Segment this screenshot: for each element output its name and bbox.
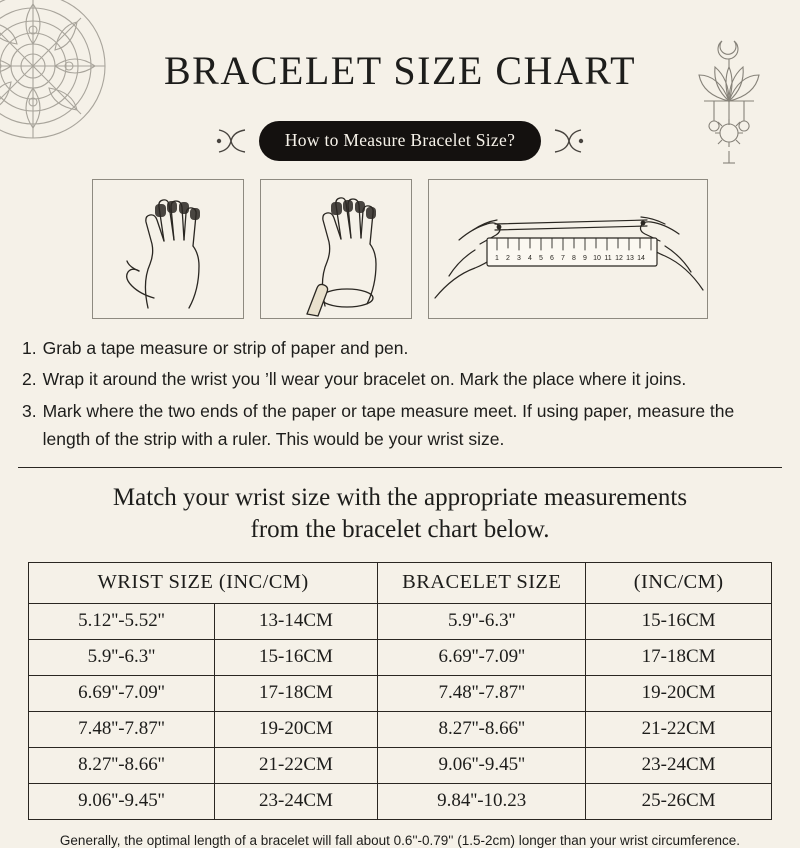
- illustration-wrist-wrapped-strip: [260, 179, 412, 319]
- header-bracelet-units: (INC/CM): [586, 563, 772, 604]
- svg-text:8: 8: [572, 254, 576, 262]
- table-row: [29, 784, 772, 820]
- cell-bracelet-cm: 19-20CM: [586, 676, 772, 712]
- cell-wrist-inch: 6.69''-7.09'': [29, 676, 215, 712]
- step-text: Mark where the two ends of the paper or tape measure meet. If using paper, measure the length of the strip with a ruler. This would be your wrist size.: [42, 400, 735, 449]
- cell-wrist-cm: 13-14CM: [214, 604, 377, 640]
- bracelet-size-table: [28, 562, 772, 820]
- subtitle-row: [0, 121, 800, 161]
- header-bracelet-size: BRACELET SIZE: [378, 563, 586, 604]
- illustration-strip-with-ruler: [428, 179, 708, 319]
- svg-text:1: 1: [495, 254, 499, 262]
- svg-text:5: 5: [539, 254, 543, 262]
- table-header-row: [29, 563, 772, 604]
- svg-text:10: 10: [593, 254, 601, 262]
- cell-wrist-cm: 19-20CM: [214, 712, 377, 748]
- cell-bracelet-inch: 8.27''-8.66'': [378, 712, 586, 748]
- cell-wrist-inch: 5.9''-6.3'': [29, 640, 215, 676]
- cell-wrist-inch: 8.27''-8.66'': [29, 748, 215, 784]
- svg-text:11: 11: [604, 254, 612, 262]
- cell-wrist-cm: 21-22CM: [214, 748, 377, 784]
- table-row: [29, 712, 772, 748]
- table-row: [29, 604, 772, 640]
- table-row: [29, 676, 772, 712]
- svg-text:7: 7: [561, 254, 565, 262]
- cell-wrist-cm: 15-16CM: [214, 640, 377, 676]
- svg-text:12: 12: [615, 254, 623, 262]
- flourish-right-icon: [551, 126, 585, 156]
- svg-text:13: 13: [626, 254, 634, 262]
- cell-bracelet-cm: 17-18CM: [586, 640, 772, 676]
- illustration-hand-with-tape: [92, 179, 244, 319]
- svg-text:2: 2: [506, 254, 510, 262]
- cell-bracelet-cm: 23-24CM: [586, 748, 772, 784]
- size-table-wrap: [28, 562, 772, 820]
- cell-bracelet-inch: 6.69''-7.09'': [378, 640, 586, 676]
- match-heading-line-1: Match your wrist size with the appropriate measurements: [112, 484, 688, 512]
- svg-text:4: 4: [528, 254, 532, 262]
- cell-bracelet-inch: 5.9''-6.3'': [378, 604, 586, 640]
- cell-wrist-inch: 7.48''-7.87'': [29, 712, 215, 748]
- cell-wrist-cm: 17-18CM: [214, 676, 377, 712]
- table-head: [29, 563, 772, 604]
- step-number: 1.: [22, 337, 37, 358]
- header-wrist-size: WRIST SIZE (INC/CM): [29, 563, 378, 604]
- step-number: 3.: [22, 400, 37, 421]
- list-item: [22, 335, 778, 363]
- table-row: [29, 640, 772, 676]
- cell-wrist-inch: 9.06''-9.45'': [29, 784, 215, 820]
- cell-bracelet-cm: 21-22CM: [586, 712, 772, 748]
- page-title: BRACELET SIZE CHART: [163, 47, 637, 93]
- cell-bracelet-inch: 9.06''-9.45'': [378, 748, 586, 784]
- flourish-left-icon: [215, 126, 249, 156]
- cell-wrist-inch: 5.12''-5.52'': [29, 604, 215, 640]
- svg-text:6: 6: [550, 254, 554, 262]
- section-divider: [18, 467, 782, 468]
- illustration-row: [0, 179, 800, 319]
- measure-steps-list: [22, 335, 778, 454]
- step-text: Grab a tape measure or strip of paper and pen.: [42, 337, 409, 358]
- list-item: [22, 366, 778, 394]
- cell-wrist-cm: 23-24CM: [214, 784, 377, 820]
- cell-bracelet-inch: 9.84''-10.23: [378, 784, 586, 820]
- cell-bracelet-cm: 25-26CM: [586, 784, 772, 820]
- table-body: [29, 604, 772, 820]
- footnote: Generally, the optimal length of a bracelet will fall about 0.6''-0.79'' (1.5-2cm) longer than your wrist circumference.: [59, 833, 741, 848]
- subtitle-pill: How to Measure Bracelet Size?: [259, 121, 541, 161]
- svg-text:14: 14: [637, 254, 645, 262]
- list-item: [22, 398, 778, 453]
- match-heading-line-2: from the bracelet chart below.: [250, 516, 550, 544]
- step-text: Wrap it around the wrist you ’ll wear your bracelet on. Mark the place where it joins.: [42, 369, 687, 390]
- match-heading: [40, 482, 760, 546]
- bracelet-size-chart-page: [0, 27, 800, 848]
- svg-text:9: 9: [583, 254, 587, 262]
- cell-bracelet-cm: 15-16CM: [586, 604, 772, 640]
- cell-bracelet-inch: 7.48''-7.87'': [378, 676, 586, 712]
- table-row: [29, 748, 772, 784]
- svg-text:3: 3: [517, 254, 521, 262]
- step-number: 2.: [22, 369, 37, 390]
